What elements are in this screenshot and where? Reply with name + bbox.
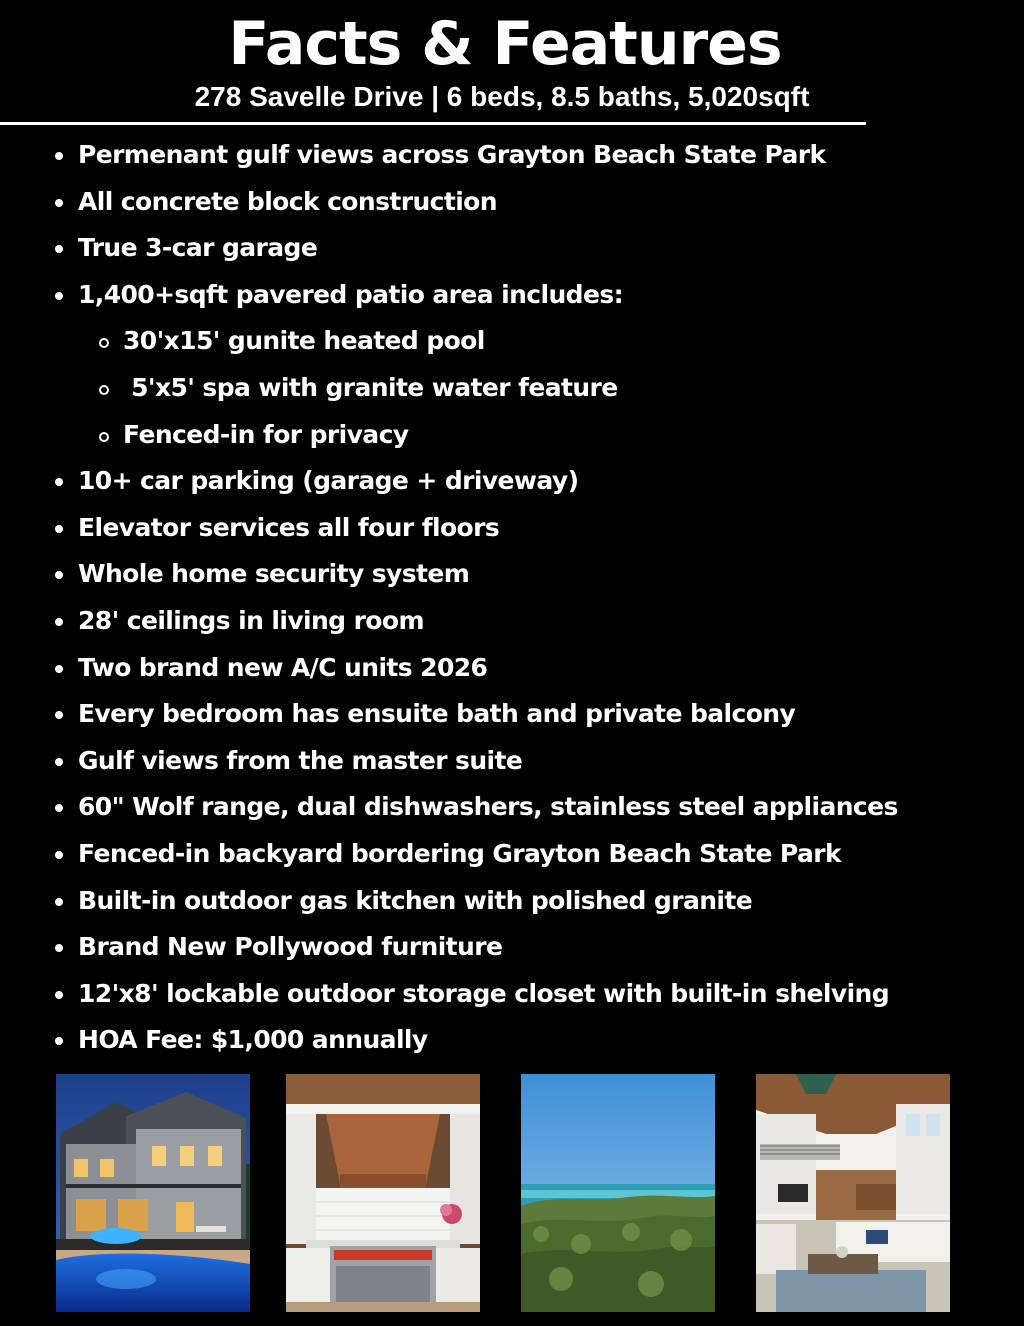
sub-list-item [0,318,898,365]
feature-text: Brand New Pollywood furniture [78,932,503,962]
bullet-icon [55,944,63,952]
list-item [0,1017,898,1064]
bullet-icon [55,665,63,673]
feature-text: Whole home security system [78,559,470,589]
bullet-icon [55,1037,63,1045]
feature-text: 5'x5' spa with granite water feature [123,372,618,402]
list-item [0,272,898,319]
bullet-icon [55,758,63,766]
property-summary: 278 Savelle Drive | 6 beds, 8.5 baths, 5,020sqft [194,81,810,112]
sub-list-item [0,412,898,459]
bullet-icon [55,245,63,253]
feature-text: Built-in outdoor gas kitchen with polished granite [78,885,753,915]
list-item [0,132,898,179]
list-item [0,179,898,226]
circle-bullet-icon [99,432,109,442]
bullet-icon [55,991,63,999]
list-item [0,878,898,925]
house-exterior-pool-photo [56,1074,250,1312]
living-room-photo [756,1074,950,1312]
feature-text: 60" Wolf range, dual dishwashers, stainless steel appliances [78,792,898,822]
list-item [0,225,898,272]
bullet-icon [55,898,63,906]
page-title: Facts & Features [228,9,782,79]
feature-text: 30'x15' gunite heated pool [123,326,485,356]
bullet-icon [55,199,63,207]
bullet-icon [55,851,63,859]
bullet-icon [55,292,63,300]
feature-text: 10+ car parking (garage + driveway) [78,466,579,496]
list-item [0,691,898,738]
header-divider [0,122,866,125]
circle-bullet-icon [99,385,109,395]
kitchen-photo [286,1074,480,1312]
bullet-icon [55,525,63,533]
list-item [0,598,898,645]
bullet-icon [55,618,63,626]
list-item [0,784,898,831]
bullet-icon [55,804,63,812]
bullet-icon [55,152,63,160]
feature-text: Fenced-in for privacy [123,419,409,449]
list-item [0,831,898,878]
bullet-icon [55,571,63,579]
feature-text: 1,400+sqft pavered patio area includes: [78,279,624,309]
sub-list-item [0,365,898,412]
list-item [0,924,898,971]
feature-text: All concrete block construction [78,186,497,216]
feature-text: Every bedroom has ensuite bath and private balcony [78,699,796,729]
list-item [0,505,898,552]
feature-text: 12'x8' lockable outdoor storage closet with built-in shelving [78,978,890,1008]
list-item [0,458,898,505]
feature-text: Permenant gulf views across Grayton Beach State Park [78,140,826,169]
feature-text: Fenced-in backyard bordering Grayton Beach State Park [78,838,841,868]
bullet-icon [55,711,63,719]
features-list [0,132,898,1064]
feature-text: HOA Fee: $1,000 annually [78,1025,428,1055]
list-item [0,738,898,785]
list-item [0,971,898,1018]
bullet-icon [55,478,63,486]
feature-text: Elevator services all four floors [78,512,500,542]
gulf-view-photo [521,1074,715,1312]
feature-text: 28' ceilings in living room [78,605,424,635]
feature-text: True 3-car garage [78,233,318,263]
feature-text: Two brand new A/C units 2026 [78,652,488,682]
circle-bullet-icon [99,338,109,348]
photo-strip [0,1074,1024,1312]
list-item [0,645,898,692]
feature-text: Gulf views from the master suite [78,745,523,775]
list-item [0,551,898,598]
